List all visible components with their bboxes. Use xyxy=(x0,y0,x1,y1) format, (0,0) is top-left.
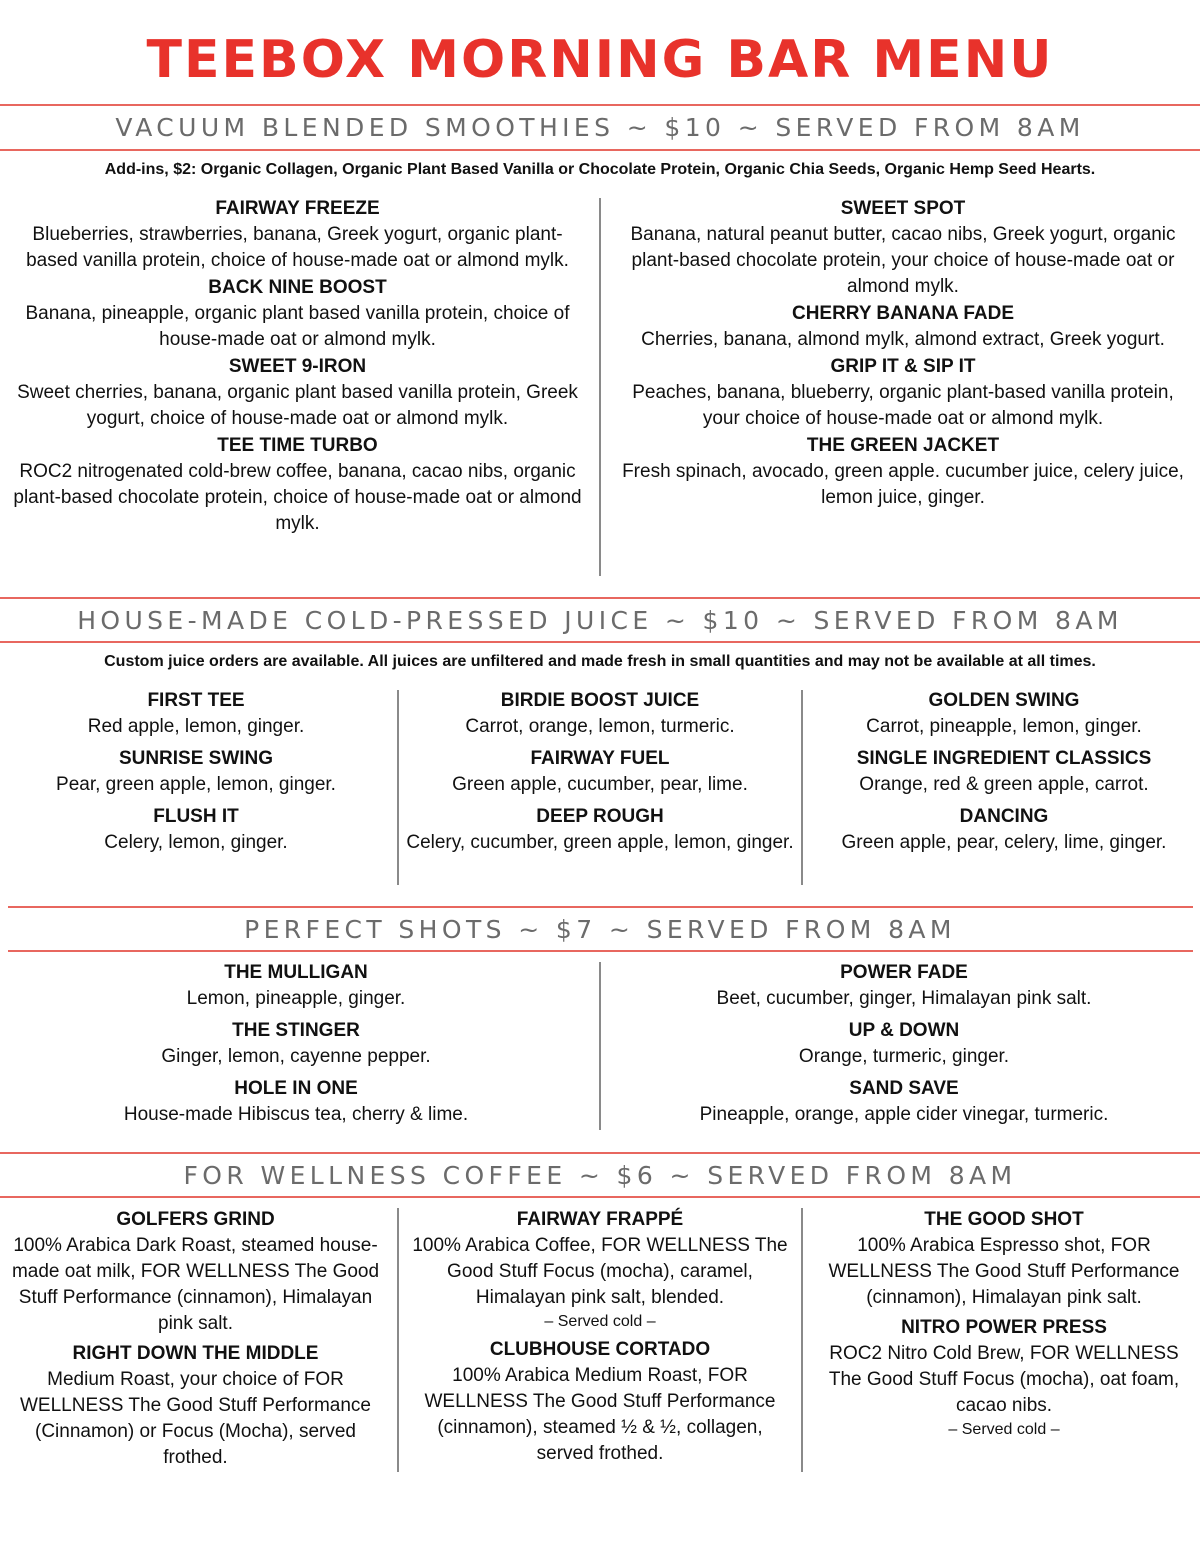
menu-item xyxy=(0,1076,592,1128)
shots-left-column xyxy=(0,960,592,1128)
menu-item xyxy=(816,1315,1192,1441)
column-divider xyxy=(599,962,601,1130)
item-name: DANCING xyxy=(959,806,1049,827)
menu-item xyxy=(404,688,796,740)
menu-item xyxy=(8,1207,383,1337)
menu-item xyxy=(404,746,796,798)
menu-item xyxy=(608,1018,1200,1070)
section-rule xyxy=(8,906,1193,908)
section-rule xyxy=(0,104,1200,106)
smoothies-left-column xyxy=(10,196,585,537)
item-name: FAIRWAY FREEZE xyxy=(215,198,380,219)
item-name: SUNRISE SWING xyxy=(118,748,274,769)
menu-item xyxy=(0,804,392,856)
item-description: Orange, red & green apple, carrot. xyxy=(859,774,1149,795)
menu-item xyxy=(808,688,1200,740)
item-description: Ginger, lemon, cayenne pepper. xyxy=(161,1046,431,1067)
menu-item xyxy=(10,433,585,537)
item-description: Green apple, cucumber, pear, lime. xyxy=(452,774,748,795)
smoothies-right-column xyxy=(612,196,1194,511)
menu-title: TEEBOX MORNING BAR MENU xyxy=(146,30,1054,90)
section-rule xyxy=(8,950,1193,952)
menu-item xyxy=(608,960,1200,1012)
smoothies-heading: VACUUM BLENDED SMOOTHIES ~ $10 ~ SERVED FROM 8AM xyxy=(115,113,1085,142)
item-description: ROC2 Nitro Cold Brew, FOR WELLNESS The Good Stuff Focus (mocha), oat foam, cacao nibs. xyxy=(828,1343,1180,1416)
item-description: Red apple, lemon, ginger. xyxy=(87,716,305,737)
item-description: Lemon, pineapple, ginger. xyxy=(186,988,406,1009)
item-description: Cherries, banana, almond mylk, almond extract, Greek yogurt. xyxy=(641,329,1165,350)
item-name: FIRST TEE xyxy=(147,690,245,711)
item-description: Banana, pineapple, organic plant based vanilla protein, choice of house-made oat or almond mylk. xyxy=(25,303,570,350)
juice-column-1 xyxy=(0,688,392,856)
menu-item xyxy=(612,196,1194,300)
item-description: Celery, cucumber, green apple, lemon, ginger. xyxy=(406,832,794,853)
item-description: 100% Arabica Medium Roast, FOR WELLNESS The Good Stuff Performance (cinnamon), steamed ½ & ½, collagen, served frothed. xyxy=(424,1365,776,1464)
coffee-column-3 xyxy=(816,1207,1192,1441)
coffee-column-1 xyxy=(8,1207,383,1471)
item-name: THE GOOD SHOT xyxy=(924,1209,1084,1230)
item-name: GRIP IT & SIP IT xyxy=(830,356,976,377)
item-name: TEE TIME TURBO xyxy=(217,435,378,456)
item-name: GOLDEN SWING xyxy=(928,690,1080,711)
item-description: 100% Arabica Coffee, FOR WELLNESS The Good Stuff Focus (mocha), caramel, Himalayan pink salt, blended. xyxy=(412,1235,788,1308)
item-description: Green apple, pear, celery, lime, ginger. xyxy=(841,832,1167,853)
item-name: BACK NINE BOOST xyxy=(208,277,387,298)
item-name: BIRDIE BOOST JUICE xyxy=(500,690,700,711)
coffee-heading: FOR WELLNESS COFFEE ~ $6 ~ SERVED FROM 8AM xyxy=(183,1161,1017,1190)
item-serving-note: – Served cold – xyxy=(544,1313,656,1330)
item-description: 100% Arabica Dark Roast, steamed house-made oat milk, FOR WELLNESS The Good Stuff Performance (cinnamon), Himalayan pink salt. xyxy=(11,1235,380,1334)
coffee-column-2 xyxy=(412,1207,788,1467)
item-description: Beet, cucumber, ginger, Himalayan pink salt. xyxy=(716,988,1092,1009)
item-name: HOLE IN ONE xyxy=(234,1078,358,1099)
item-description: Banana, natural peanut butter, cacao nibs, Greek yogurt, organic plant-based chocolate protein, your choice of house-made oat or almond mylk. xyxy=(630,224,1176,297)
menu-item xyxy=(0,1018,592,1070)
item-description: Sweet cherries, banana, organic plant based vanilla protein, Greek yogurt, choice of house-made oat or almond mylk. xyxy=(17,382,578,429)
menu-item xyxy=(612,301,1194,353)
item-name: SWEET SPOT xyxy=(840,198,966,219)
section-rule xyxy=(0,597,1200,599)
menu-item xyxy=(10,275,585,353)
column-divider xyxy=(801,690,803,885)
column-divider xyxy=(397,690,399,885)
menu-item xyxy=(0,746,392,798)
menu-item xyxy=(10,354,585,432)
item-name: RIGHT DOWN THE MIDDLE xyxy=(72,1343,319,1364)
column-divider xyxy=(599,198,601,576)
item-description: Peaches, banana, blueberry, organic plant-based vanilla protein, your choice of house-made oat or almond mylk. xyxy=(632,382,1174,429)
menu-item xyxy=(10,196,585,274)
item-name: SINGLE INGREDIENT CLASSICS xyxy=(856,748,1152,769)
column-divider xyxy=(397,1208,399,1472)
section-rule xyxy=(0,149,1200,151)
item-name: CHERRY BANANA FADE xyxy=(791,303,1015,324)
menu-item xyxy=(612,354,1194,432)
item-description: House-made Hibiscus tea, cherry & lime. xyxy=(123,1104,469,1125)
item-description: Medium Roast, your choice of FOR WELLNESS The Good Stuff Performance (Cinnamon) or Focus (Mocha), served frothed. xyxy=(20,1369,371,1468)
item-name: FAIRWAY FUEL xyxy=(530,748,670,769)
item-name: GOLFERS GRIND xyxy=(116,1209,275,1230)
item-description: Fresh spinach, avocado, green apple. cucumber juice, celery juice, lemon juice, ginger. xyxy=(622,461,1184,508)
item-description: Celery, lemon, ginger. xyxy=(104,832,288,853)
item-name: FLUSH IT xyxy=(153,806,239,827)
item-name: UP & DOWN xyxy=(848,1020,960,1041)
menu-item xyxy=(608,1076,1200,1128)
item-description: Carrot, orange, lemon, turmeric. xyxy=(465,716,735,737)
menu-item xyxy=(412,1207,788,1333)
item-name: POWER FADE xyxy=(840,962,968,983)
item-name: THE GREEN JACKET xyxy=(806,435,1000,456)
menu-item xyxy=(0,960,592,1012)
item-name: SAND SAVE xyxy=(849,1078,959,1099)
menu-item xyxy=(412,1337,788,1467)
menu-item xyxy=(404,804,796,856)
juice-note: Custom juice orders are available. All juices are unfiltered and made fresh in small quantities and may not be available at all times. xyxy=(104,653,1096,670)
item-description: Pineapple, orange, apple cider vinegar, turmeric. xyxy=(699,1104,1109,1125)
item-name: DEEP ROUGH xyxy=(536,806,664,827)
menu-item xyxy=(612,433,1194,511)
menu-item xyxy=(0,688,392,740)
item-name: THE MULLIGAN xyxy=(224,962,368,983)
menu-item xyxy=(8,1341,383,1471)
item-description: Blueberries, strawberries, banana, Greek yogurt, organic plant-based vanilla protein, choice of house-made oat or almond mylk. xyxy=(26,224,569,271)
section-rule xyxy=(0,1196,1200,1198)
item-name: FAIRWAY FRAPPÉ xyxy=(516,1209,684,1230)
menu-item xyxy=(816,1207,1192,1311)
column-divider xyxy=(801,1208,803,1472)
item-name: THE STINGER xyxy=(232,1020,360,1041)
section-rule xyxy=(0,641,1200,643)
item-serving-note: – Served cold – xyxy=(948,1421,1060,1438)
item-description: ROC2 nitrogenated cold-brew coffee, banana, cacao nibs, organic plant-based chocolate protein, choice of house-made oat or almond mylk. xyxy=(13,461,582,534)
item-description: Carrot, pineapple, lemon, ginger. xyxy=(866,716,1142,737)
item-description: Pear, green apple, lemon, ginger. xyxy=(56,774,336,795)
menu-item xyxy=(808,804,1200,856)
section-rule xyxy=(0,1152,1200,1154)
juice-column-3 xyxy=(808,688,1200,856)
smoothies-note: Add-ins, $2: Organic Collagen, Organic Plant Based Vanilla or Chocolate Protein, Organic Chia Seeds, Organic Hemp Seed Hearts. xyxy=(104,161,1096,178)
shots-right-column xyxy=(608,960,1200,1128)
item-name: CLUBHOUSE CORTADO xyxy=(489,1339,711,1360)
item-description: Orange, turmeric, ginger. xyxy=(798,1046,1010,1067)
shots-heading: PERFECT SHOTS ~ $7 ~ SERVED FROM 8AM xyxy=(244,915,956,944)
item-name: NITRO POWER PRESS xyxy=(901,1317,1107,1338)
juice-heading: HOUSE-MADE COLD-PRESSED JUICE ~ $10 ~ SERVED FROM 8AM xyxy=(77,606,1123,635)
item-description: 100% Arabica Espresso shot, FOR WELLNESS The Good Stuff Performance (cinnamon), Himalayan pink salt. xyxy=(828,1235,1180,1308)
menu-item xyxy=(808,746,1200,798)
juice-column-2 xyxy=(404,688,796,856)
item-name: SWEET 9-IRON xyxy=(228,356,367,377)
